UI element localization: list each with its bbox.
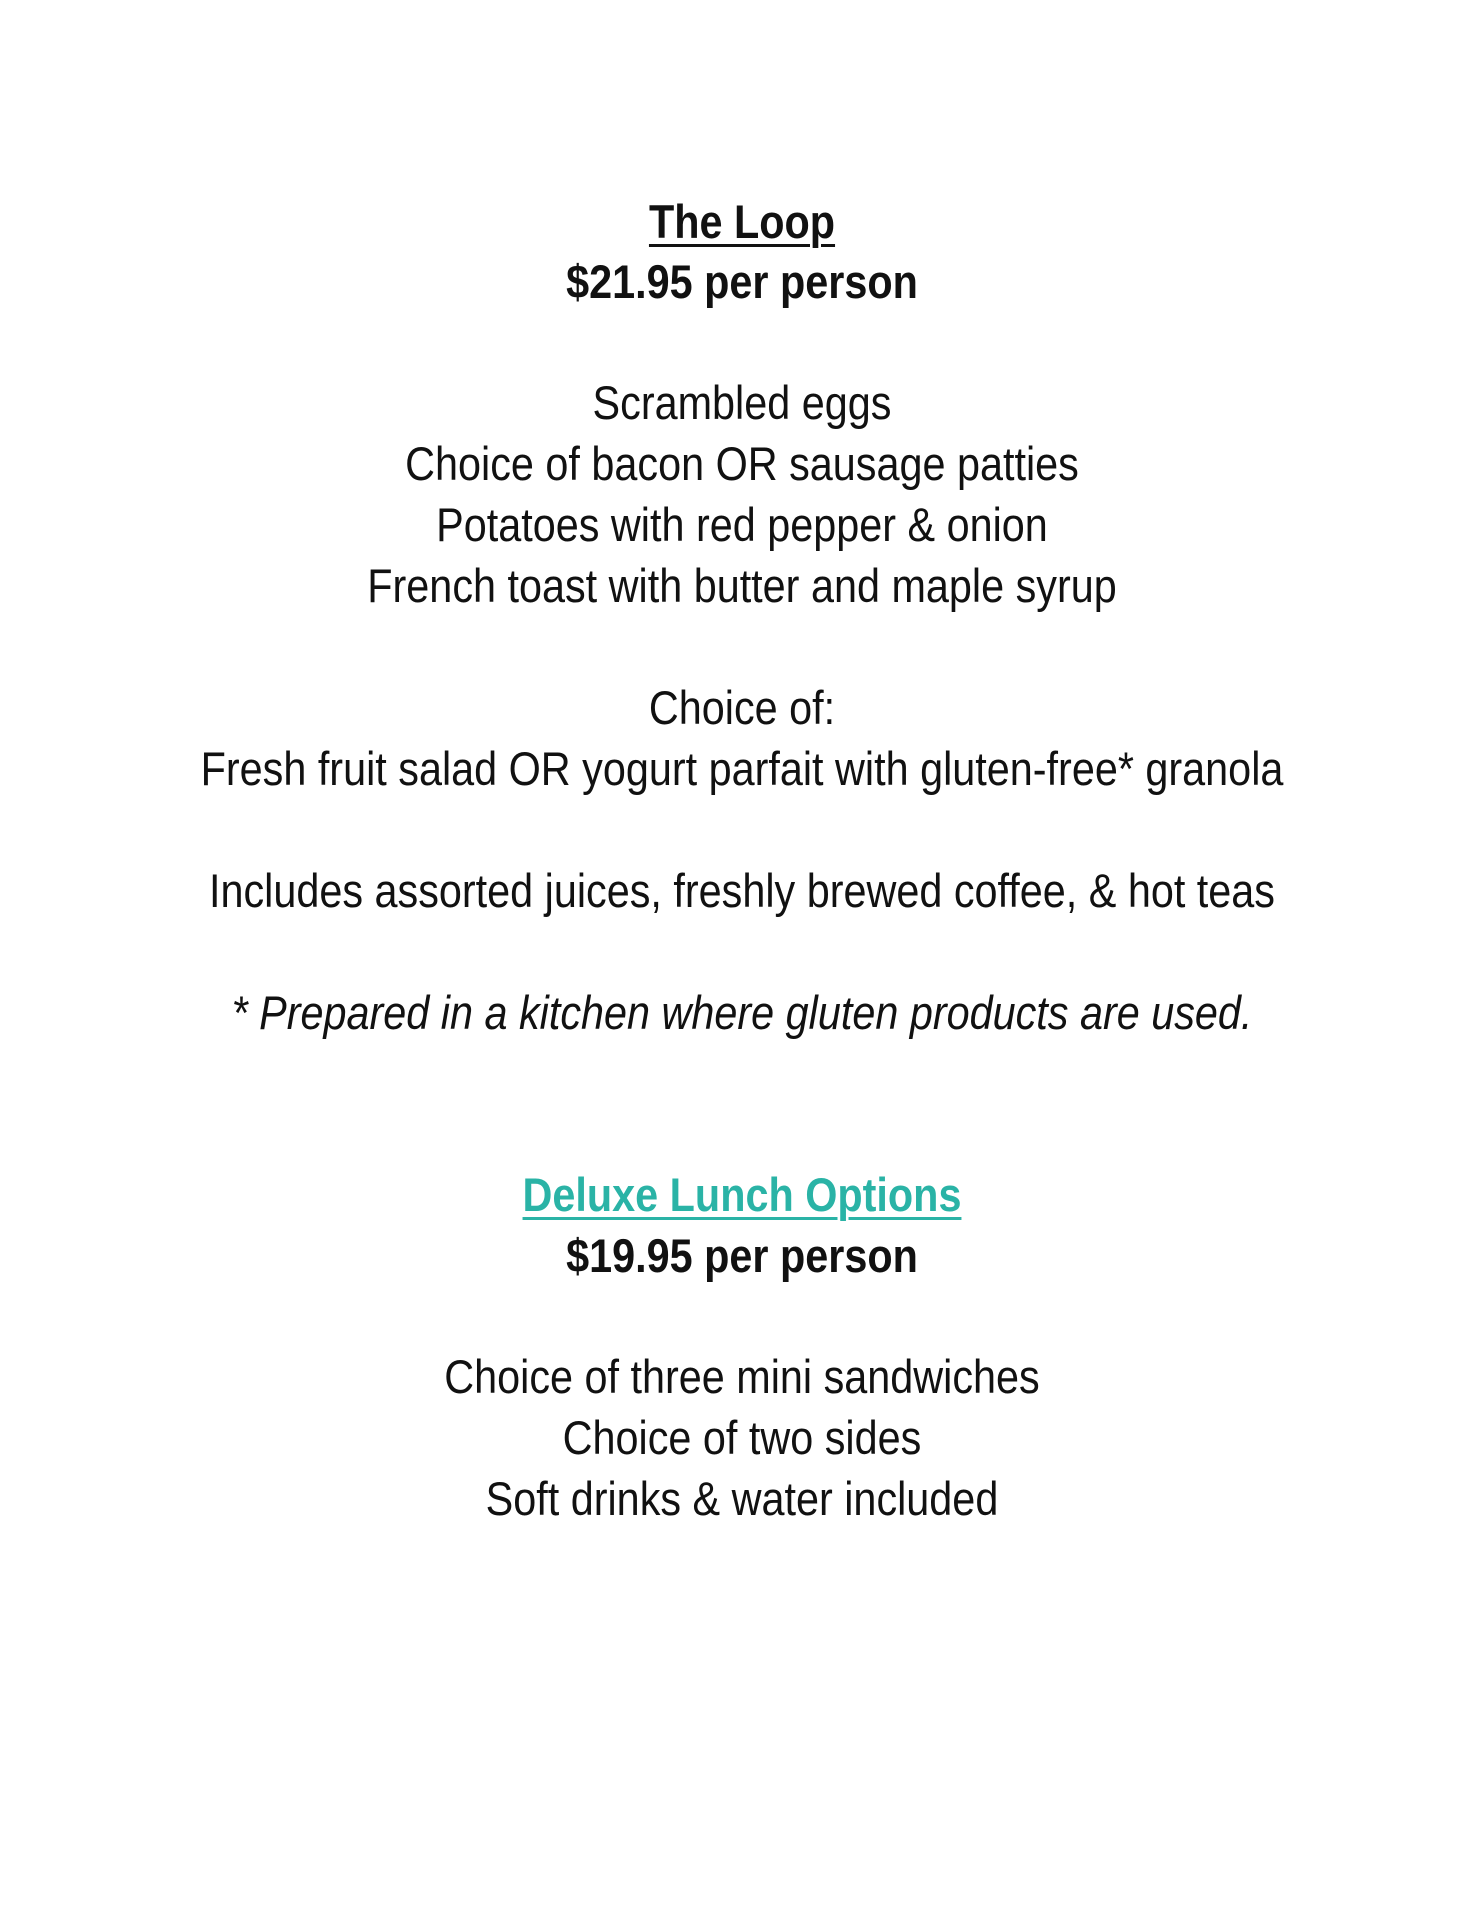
choice-heading: Choice of: — [648, 681, 836, 734]
menu-item: Choice of two sides — [562, 1411, 922, 1464]
section-price: $21.95 per person — [566, 255, 918, 308]
choice-text: Fresh fruit salad OR yogurt parfait with gluten-free* granola — [200, 742, 1284, 795]
menu-item: Choice of bacon OR sausage patties — [405, 437, 1079, 490]
section-title: Deluxe Lunch Options — [522, 1168, 962, 1221]
section-title: The Loop — [648, 195, 836, 248]
menu-item: Choice of three mini sandwiches — [444, 1350, 1040, 1403]
menu-item: Scrambled eggs — [592, 376, 892, 429]
menu-item: Soft drinks & water included — [485, 1472, 999, 1525]
gluten-footnote: * Prepared in a kitchen where gluten products are used. — [231, 986, 1253, 1039]
menu-item: French toast with butter and maple syrup — [367, 559, 1117, 612]
includes-text: Includes assorted juices, freshly brewed coffee, & hot teas — [208, 864, 1275, 917]
menu-item: Potatoes with red pepper & onion — [436, 498, 1048, 551]
section-price: $19.95 per person — [566, 1229, 918, 1282]
